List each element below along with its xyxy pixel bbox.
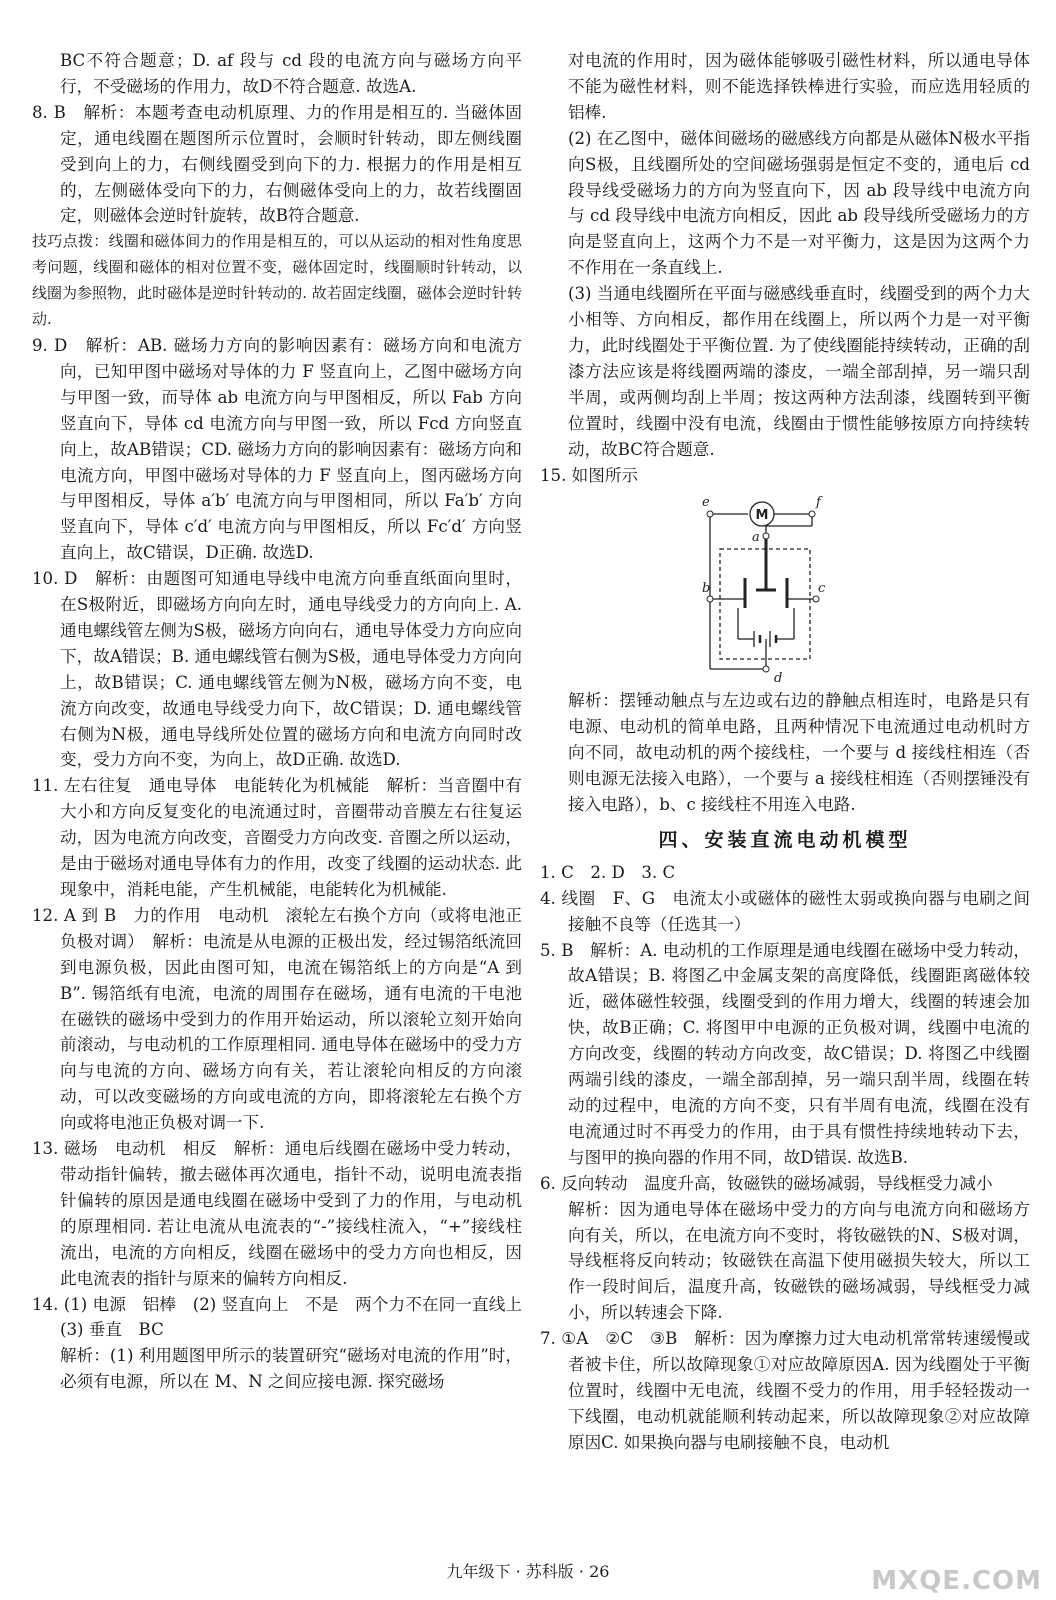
label-e: e — [702, 495, 710, 511]
label-f: f — [816, 495, 821, 511]
label-d: d — [774, 671, 783, 685]
label-b: b — [702, 581, 711, 597]
label-c: c — [818, 581, 826, 597]
right-column — [540, 48, 1030, 1456]
page-footer: 九年级下 · 苏科版 · 26 — [446, 1562, 610, 1581]
answer-9: 9. D 解析：AB. 磁场力方向的影响因素有：磁场方向和电流方向，已知甲图中磁场对导体的力 F 竖直向上，乙图中磁场方向与甲图一致，而导体 ab 电流方向与甲图相反，所以 Fab 方向竖直向下，导体 cd 电流方向与甲图一致，所以 Fcd 方向竖直向上，故AB错误；CD. 磁场力方向的影响因素有：磁场方向和电流方向，甲图中磁场对导体的力 F 竖直向上，图丙磁场方向与甲图相反，导体 a′b′ 电流方向与甲图相同，所以 Fa′b′ 方向竖直向下，导体 c′d′ 电流方向与甲图相反，所以 Fc′d′ 方向竖直向上，故C错误，D正确. 故选D. — [32, 335, 522, 563]
answer-14-analysis: 解析：(1) 利用题图甲所示的装置研究“磁场对电流的作用”时，必须有电源，所以在 M、N 之间应接电源. 探究磁场 — [60, 1346, 522, 1392]
answer-13: 13. 磁场 电动机 相反 解析：通电后线圈在磁场中受力转动，带动指针偏转，撤去磁体再次通电，指针不动，说明电流表指针偏转的原因是通电线圈在磁场中受到了力的作用，与电动机的原理相同. 若让电流从电流表的“-”接线柱流入，“+”接线柱流出，电流的方向相反，线圈在磁场中的受力方向也相反，因此电流表的指针与原来的偏转方向相反. — [32, 1139, 522, 1288]
terminal-c — [813, 596, 819, 602]
answer-15: 15. 如图所示 — [540, 465, 639, 485]
answer-8: 8. B 解析：本题考查电动机原理、力的作用是相互的. 当磁体固定，通电线圈在题图所示位置时，会顺时针转动，即左侧线圈受到向上的力，右侧线圈受到向下的力. 根据力的作用是相互的，左侧磁体受向下的力，右侧磁体受向上的力，故若线圈固定，则磁体会逆时针旋转，故B符合题意. — [32, 102, 522, 226]
terminal-d — [763, 666, 769, 672]
answer-14-analysis-continued: 对电流的作用时，因为磁体能够吸引磁性材料，所以通电导体不能为磁性材料，则不能选择铁棒进行实验，而应选用轻质的铝棒. — [568, 51, 1030, 122]
answer-11: 11. 左右往复 通电导体 电能转化为机械能 解析：当音圈中有大小和方向反复变化的电流通过时，音圈带动音膜左右往复运动，因为电流方向改变，音圈受力方向改变. 音圈之所以运动，是由于磁场对通电导体有力的作用，改变了线圈的运动状态. 此现象中，消耗电能，产生机械能，电能转化为机械能. — [32, 776, 522, 899]
circuit-diagram — [690, 494, 840, 684]
terminal-e — [707, 511, 713, 517]
section4-answer-4: 4. 线圈 F、G 电流太小或磁体的磁性太弱或换向器与电刷之间接触不良等（任选其一） — [540, 888, 1030, 934]
section-title: 四、安装直流电动机模型 — [658, 828, 912, 851]
answer-10: 10. D 解析：由题图可知通电导线中电流方向垂直纸面向里时，在S极附近，即磁场方向向左时，通电导线受力的方向向上. A. 通电螺线管左侧为S极，磁场方向向右，通电导体受力方向应向下，故A错误；B. 通电螺线管右侧为S极，通电导体受力方向向上，故B错误；C. 通电螺线管左侧为N极，磁场方向不变，电流方向改变，故通电导线受力向下，故C错误；D. 通电螺线管右侧为N极，通电导线所处位置的磁场方向和电流方向同时改变，受力方向不变，为向上，故D正确. 故选D. — [32, 569, 522, 770]
tip-paragraph: 技巧点拨：线圈和磁体间力的作用是相互的，可以从运动的相对性角度思考问题，线圈和磁体的相对位置不变，磁体固定时，线圈顺时针转动，以线圈为参照物，此时磁体是逆时针转动的. 故若固定线圈，磁体会逆时针转动. — [32, 232, 522, 329]
left-column — [32, 48, 539, 1395]
answer-14-part-2: (2) 在乙图中，磁体间磁场的磁感线方向都是从磁体N极水平指向S极，且线圈所处的空间磁场强弱是恒定不变的，通电后 cd 段导线受磁场力的方向为竖直向下，因 ab 段导线中电流方向与 cd 段导线中电流方向相反，因此 ab 段导线所受磁场力的方向是竖直向上，这两个力不是一对平衡力，这是因为这两个力不作用在一条直线上. — [568, 128, 1030, 278]
answer-7-continued: BC不符合题意；D. af 段与 cd 段的电流方向与磁场方向平行，不受磁场的作用力，故D不符合题意. 故选A. — [60, 51, 522, 96]
section4-answer-5: 5. B 解析：A. 电动机的工作原理是通电线圈在磁场中受力转动，故A错误；B. 将图乙中金属支架的高度降低，线圈距离磁体较近，磁体磁性较强，线圈受到的作用力增大，线圈的转速会加快，故B正确；C. 将图甲中电源的正负极对调，线圈中电流的方向改变，线圈的转动方向改变，故C错误；D. 将图乙中线圈两端引线的漆皮，一端全部刮掉，另一端只刮半周，线圈在转动的过程中，电流的方向不变，只有半周有电流，线圈在没有电流通过时不再受力的作用，由于具有惯性持续地转动下去，与图甲的换向器的作用不同，故D错误. 故选B. — [540, 940, 1030, 1167]
answer-14: 14. (1) 电源 铝棒 (2) 竖直向上 不是 两个力不在同一直线上 (3) 垂直 BC — [32, 1294, 539, 1340]
motor-label: M — [755, 508, 769, 524]
section4-answer-1-3: 1. C 2. D 3. C — [540, 862, 676, 882]
terminal-f — [809, 511, 815, 517]
answer-15-analysis: 解析：摆锤动触点与左边或右边的静触点相连时，电路是只有电源、电动机的简单电路，且两种情况下电流通过电动机时方向不同，故电动机的两个接线柱，一个要与 d 接线柱相连（否则电源无法接入电路），一个要与 a 接线柱相连（否则摆锤没有接入电路），b、c 接线柱不用连入电路. — [568, 691, 1030, 815]
answer-12: 12. A 到 B 力的作用 电动机 滚轮左右换个方向（或将电池正负极对调） 解析：电流是从电源的正极出发，经过锡箔纸流回到电源负极，因此由图可知，电流在锡箔纸上的方向是“A 到 B”. 锡箔纸有电流，电流的周围存在磁场，通有电流的干电池在磁铁的磁场中受到力的作用开始运动，所以滚轮立刻开始向前滚动，与电动机的工作原理相同. 通电导体在磁场中的受力方向与电流的方向、磁场方向有关，若让滚轮向相反的方向滚动，可以改变磁场的方向或电流的方向，即将滚轮左右换个方向或将电池正负极对调一下. — [32, 905, 522, 1133]
terminal-b — [707, 596, 713, 602]
label-a: a — [752, 530, 760, 546]
section4-answer-6-analysis: 解析：因为通电导体在磁场中受力的方向与电流方向和磁场方向有关，所以，在电流方向不变时，将钕磁铁的N、S极对调，导线框将反向转动；钕磁铁在高温下使用磁损失较大，所以工作一段时间后，温度升高，钕磁铁的磁场减弱，导线框受力减小，所以转速会下降. — [568, 1199, 1030, 1323]
section4-answer-6: 6. 反向转动 温度升高，钕磁铁的磁场减弱，导线框受力减小 — [540, 1173, 993, 1193]
answer-14-part-3: (3) 当通电线圈所在平面与磁感线垂直时，线圈受到的两个力大小相等、方向相反，都作用在线圈上，所以两个力是一对平衡力，此时线圈处于平衡位置. 为了使线圈能持续转动，正确的刮漆方法应该是将线圈两端的漆皮，一端全部刮掉，另一端只刮半周，或两侧均刮上半周；按这两种方法刮漆，线圈转到平衡位置时，线圈中没有电流，线圈由于惯性能够按原方向持续转动，故BC符合题意. — [568, 284, 1030, 459]
terminal-a — [763, 533, 769, 539]
section4-answer-7: 7. ①A ②C ③B 解析：因为摩擦力过大电动机常常转速缓慢或者被卡住，所以故障现象①对应故障原因A. 因为线圈处于平衡位置时，线圈中无电流，线圈不受力的作用，用手轻轻拨动一下线圈，电动机就能顺利转动起来，所以故障现象②对应故障原因C. 如果换向器与电刷接触不良，电动机 — [540, 1329, 1030, 1452]
watermark: MXQE.COM — [871, 1566, 1042, 1596]
